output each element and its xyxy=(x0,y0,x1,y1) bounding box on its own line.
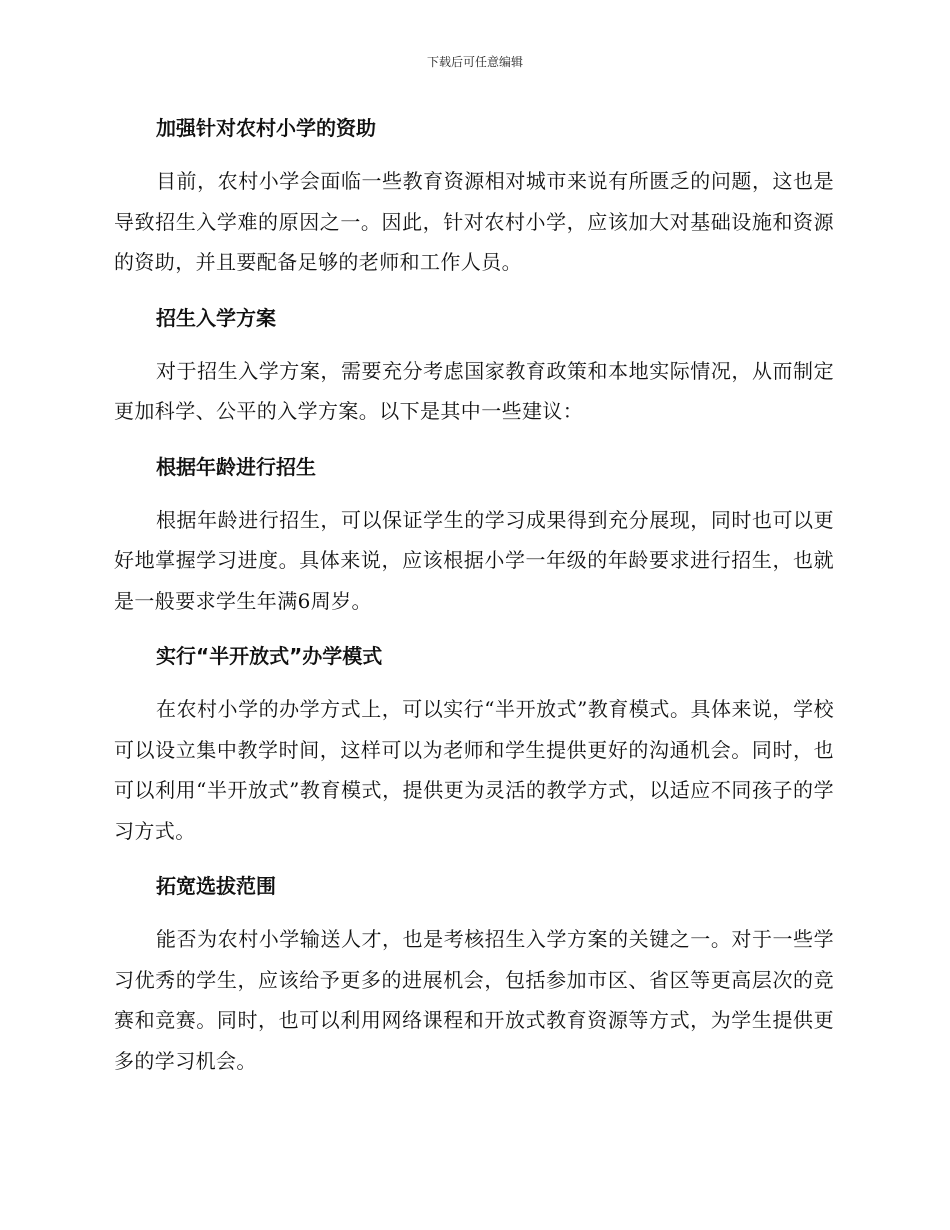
section-rural-school-funding xyxy=(114,108,834,283)
section-heading: 加强针对农村小学的资助 xyxy=(156,116,376,140)
section-paragraph: 能否为农村小学输送人才，也是考核招生入学方案的关键之一。对于一些学习优秀的学生，应该给予更多的进展机会，包括参加市区、省区等更高层次的竞赛和竞赛。同时，也可以利用网络课程和开放式教育资源等方式，为学生提供更多的学习机会。 xyxy=(114,927,834,1073)
section-heading: 招生入学方案 xyxy=(156,305,276,330)
section-heading: 实行“半开放式”办学模式 xyxy=(156,644,383,668)
section-heading: 根据年龄进行招生 xyxy=(156,454,316,479)
page-header: 下载后可任意编辑 xyxy=(426,55,523,69)
section-paragraph: 对于招生入学方案，需要充分考虑国家教育政策和本地实际情况，从而制定更加科学、公平的入学方案。以下是其中一些建议： xyxy=(114,358,834,423)
section-enrollment-plan xyxy=(114,298,834,432)
section-paragraph: 在农村小学的办学方式上，可以实行“半开放式”教育模式。具体来说，学校可以设立集中教学时间，这样可以为老师和学生提供更好的沟通机会。同时，也可以利用“半开放式”教育模式，提供更为灵活的教学方式，以适应不同孩子的学习方式。 xyxy=(114,697,834,843)
section-age-based-enrollment xyxy=(114,447,834,622)
section-broaden-selection xyxy=(114,866,834,1081)
section-paragraph: 目前，农村小学会面临一些教育资源相对城市来说有所匮乏的问题，这也是导致招生入学难的原因之一。因此，针对农村小学，应该加大对基础设施和资源的资助，并且要配备足够的老师和工作人员。 xyxy=(114,169,834,274)
section-heading: 拓宽选拔范围 xyxy=(156,874,276,898)
section-paragraph: 根据年龄进行招生，可以保证学生的学习成果得到充分展现，同时也可以更好地掌握学习进度。具体来说，应该根据小学一年级的年龄要求进行招生，也就是一般要求学生年满6周岁。 xyxy=(114,507,834,613)
section-semi-open-model xyxy=(114,636,834,851)
document-body xyxy=(114,108,834,1096)
